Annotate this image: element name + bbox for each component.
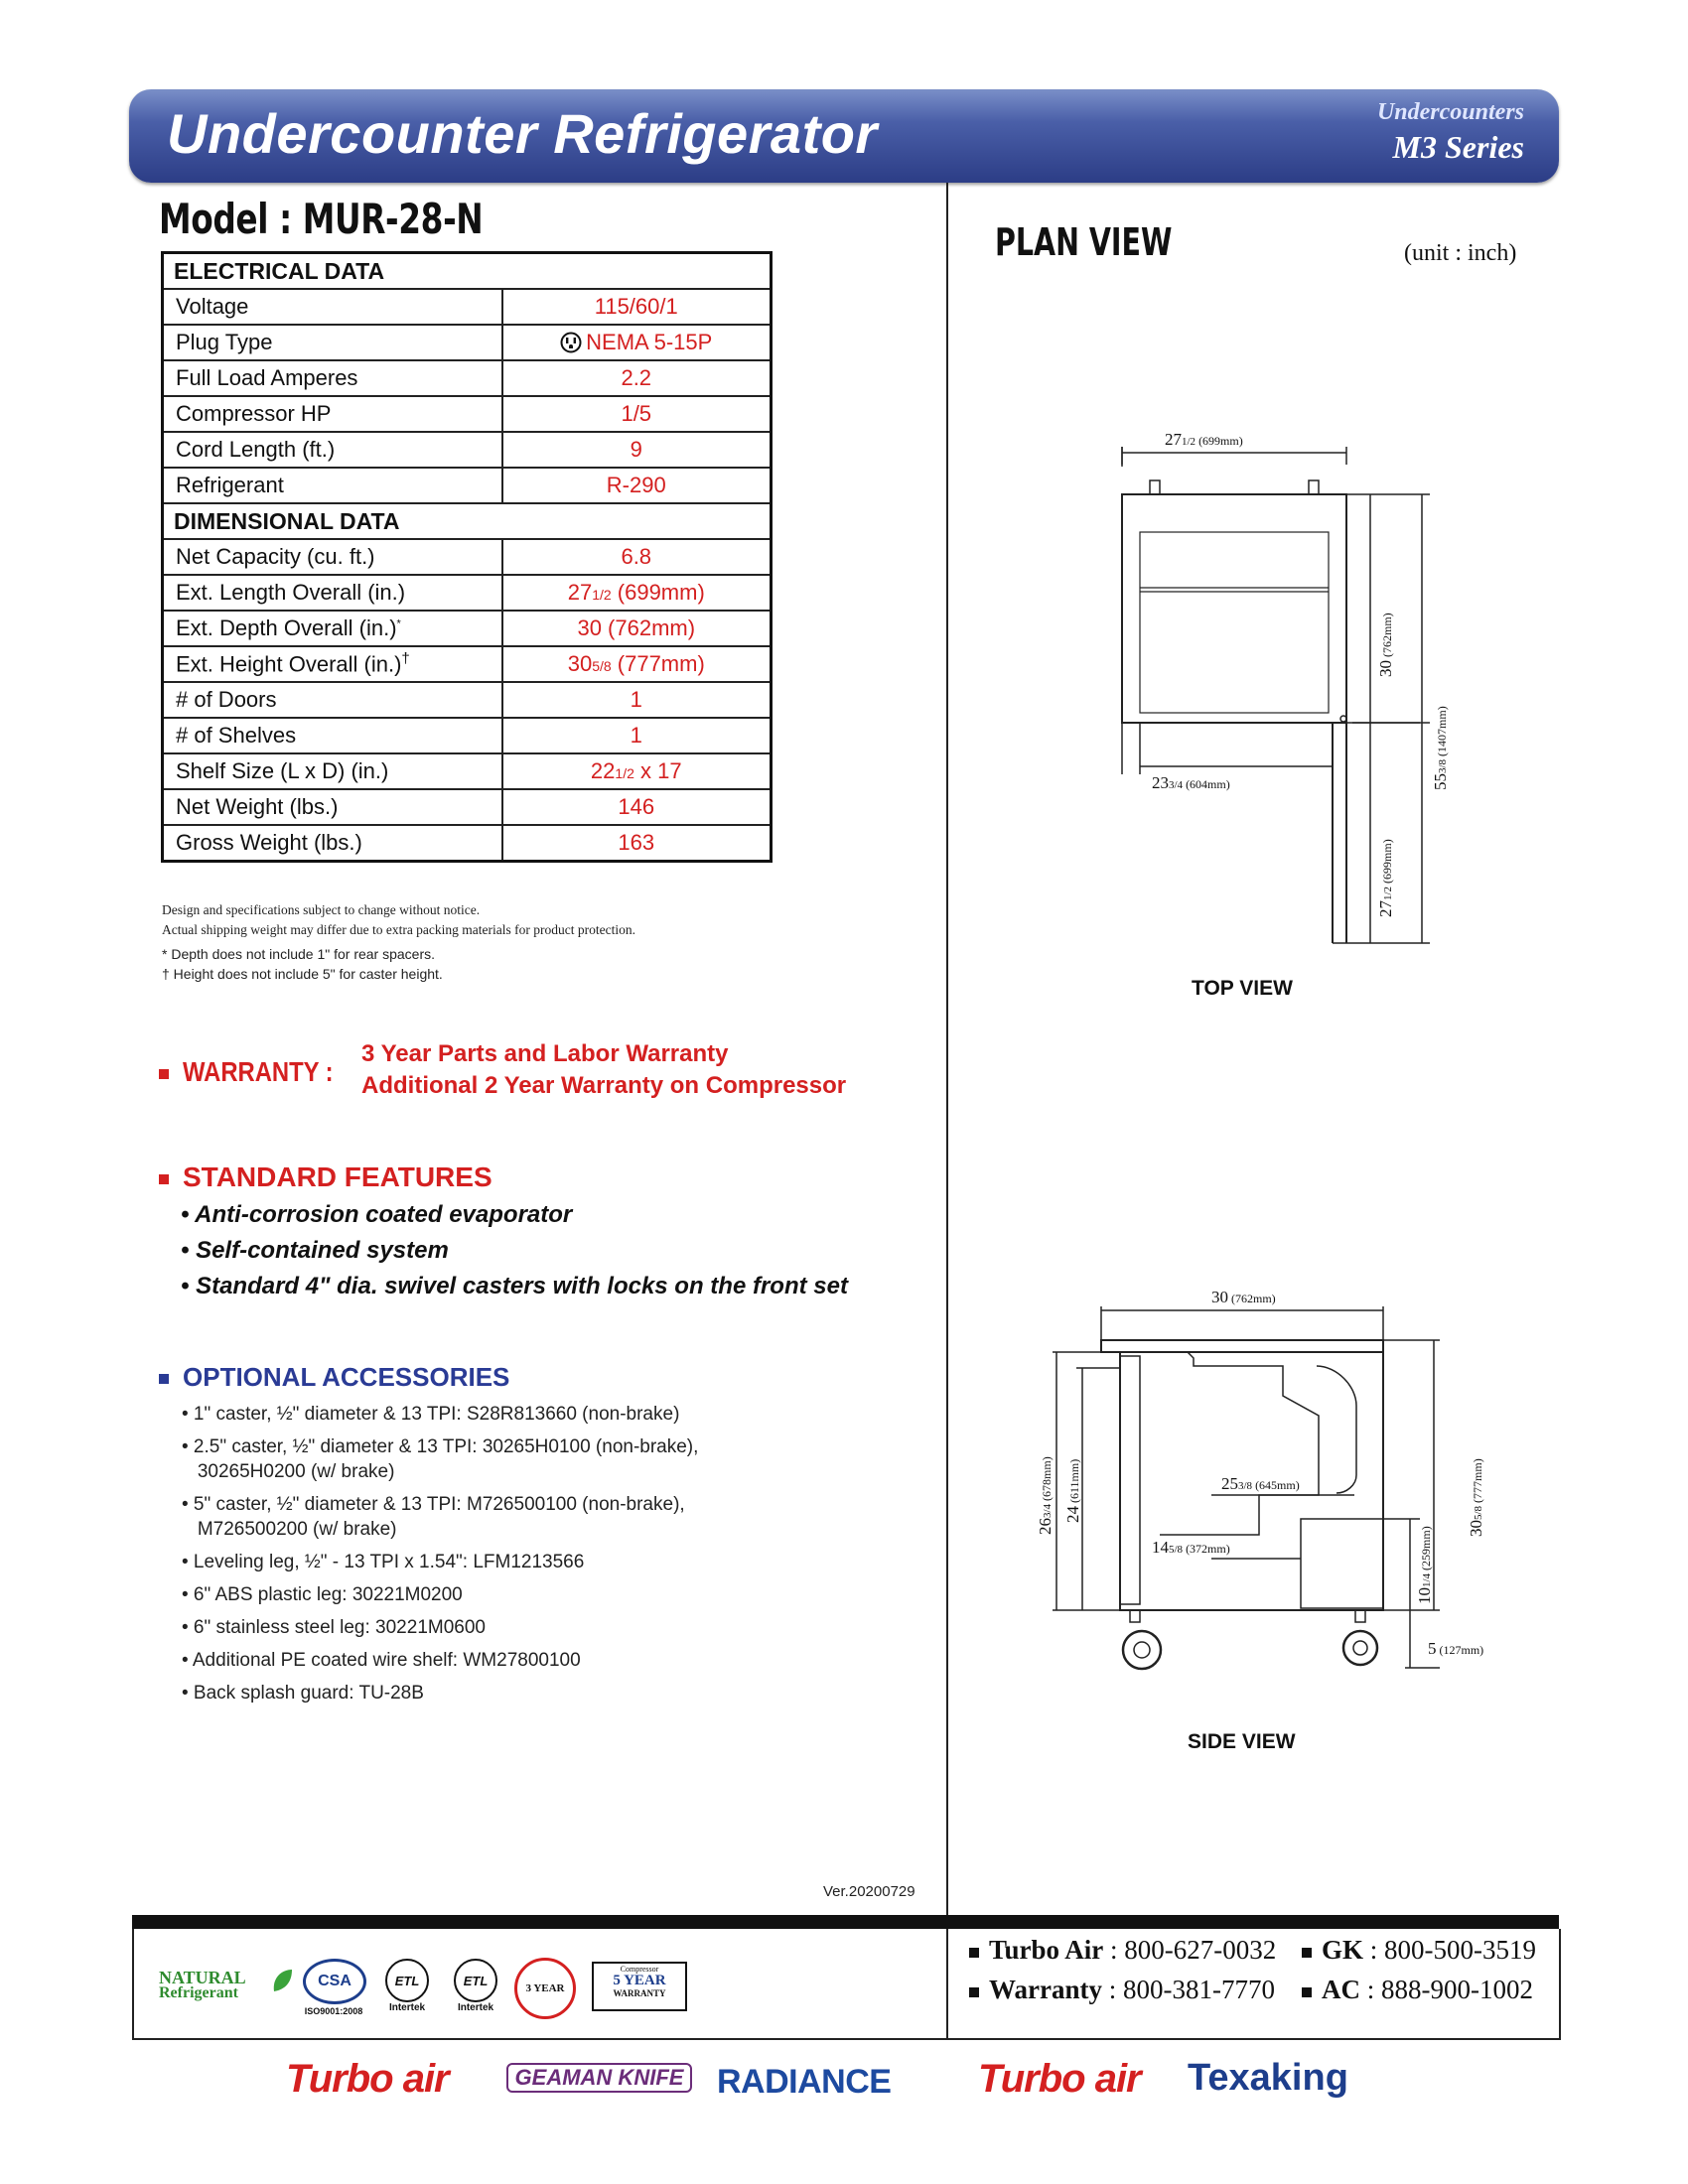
value-frac: 5/8 bbox=[592, 658, 612, 674]
refrigerant-text: Refrigerant bbox=[159, 1984, 238, 2001]
standard-features-heading bbox=[159, 1161, 492, 1193]
version-label: Ver.20200729 bbox=[823, 1883, 915, 1900]
table-row bbox=[163, 718, 772, 753]
brand-texaking-logo: Texaking bbox=[1188, 2057, 1348, 2099]
side-depth-dim: 30 (762mm) bbox=[1211, 1288, 1276, 1306]
table-row bbox=[163, 360, 772, 396]
table-row bbox=[163, 539, 772, 575]
optional-accessories-title: OPTIONAL ACCESSORIES bbox=[183, 1362, 510, 1392]
natural-text: NATURAL bbox=[159, 1968, 246, 1987]
side-interior-dim: 253/8 (645mm) bbox=[1221, 1474, 1300, 1493]
table-row bbox=[163, 753, 772, 789]
spec-label: Plug Type bbox=[163, 325, 502, 360]
blue-square-bullet-icon bbox=[159, 1374, 169, 1384]
spec-label: Compressor HP bbox=[163, 396, 502, 432]
category-label: Undercounters bbox=[1376, 99, 1524, 125]
standard-features-list bbox=[181, 1197, 848, 1304]
list-item: • Leveling leg, ½" - 13 TPI x 1.54": LFM1213566 bbox=[182, 1552, 585, 1572]
model-title: Model : MUR-28-N bbox=[159, 195, 484, 243]
list-item: • 2.5" caster, ½" diameter & 13 TPI: 30265H0100 (non-brake), 30265H0200 (w/ brake) bbox=[182, 1436, 699, 1482]
value-main: 22 bbox=[590, 758, 616, 783]
contact-name: Warranty bbox=[989, 1975, 1102, 2004]
label-mark: * bbox=[396, 617, 401, 630]
table-row bbox=[163, 432, 772, 468]
warranty-label-text: WARRANTY : bbox=[183, 1056, 334, 1087]
label-text: Ext. Height Overall (in.) bbox=[176, 651, 402, 677]
top-view-label: TOP VIEW bbox=[1192, 977, 1293, 1000]
contact-name: Turbo Air bbox=[989, 1935, 1104, 1965]
spec-label: Shelf Size (L x D) (in.) bbox=[163, 753, 502, 789]
spec-notes-serif bbox=[162, 900, 635, 940]
table-row bbox=[163, 789, 772, 825]
value-frac: 1/2 bbox=[615, 765, 634, 781]
page-title: Undercounter Refrigerator bbox=[167, 102, 878, 165]
spec-value: 163 bbox=[502, 825, 772, 862]
spec-value: 1 bbox=[502, 682, 772, 718]
csa-logo bbox=[303, 1959, 364, 2016]
csa-text: CSA bbox=[318, 1973, 352, 1989]
contact-name: GK bbox=[1322, 1935, 1364, 1965]
table-row bbox=[163, 396, 772, 432]
csa-mark bbox=[303, 1959, 366, 2004]
column-divider bbox=[946, 183, 948, 1915]
spec-value: 115/60/1 bbox=[502, 289, 772, 325]
spec-value: 1 bbox=[502, 718, 772, 753]
compressor-text: Compressor bbox=[620, 1965, 659, 1974]
contact-phone: : 888-900-1002 bbox=[1360, 1975, 1533, 2004]
electrical-section-title: ELECTRICAL DATA bbox=[163, 253, 772, 290]
etl-text: ETL bbox=[463, 1973, 489, 1988]
optional-accessories-list bbox=[182, 1402, 698, 1713]
spec-label: Net Capacity (cu. ft.) bbox=[163, 539, 502, 575]
plug-type-value: NEMA 5-15P bbox=[586, 330, 713, 354]
spec-value bbox=[502, 753, 772, 789]
spec-label bbox=[163, 611, 502, 646]
contact-phone: : 800-500-3519 bbox=[1363, 1935, 1536, 1965]
warranty-line: Additional 2 Year Warranty on Compressor bbox=[361, 1072, 847, 1099]
value-rest: x 17 bbox=[633, 758, 682, 783]
list-item: • Additional PE coated wire shelf: WM27800100 bbox=[182, 1650, 581, 1671]
note-line: † Height does not include 5" for caster height. bbox=[162, 966, 443, 982]
warranty-lines bbox=[361, 1038, 846, 1102]
spec-label: # of Shelves bbox=[163, 718, 502, 753]
list-item: • Standard 4" dia. swivel casters with locks on the front set bbox=[181, 1273, 848, 1299]
natural-refrigerant-logo bbox=[159, 1968, 288, 2015]
warranty-line: 3 Year Parts and Labor Warranty bbox=[361, 1040, 729, 1067]
footer-divider bbox=[946, 1929, 948, 2038]
list-item: • 6" stainless steel leg: 30221M0600 bbox=[182, 1617, 486, 1638]
value-rest: (777mm) bbox=[611, 651, 705, 676]
value-rest: (699mm) bbox=[611, 580, 705, 605]
section-row bbox=[163, 253, 772, 290]
top-depth-dim: 30(762mm) bbox=[1376, 613, 1395, 677]
spec-table bbox=[161, 251, 773, 863]
note-line: Actual shipping weight may differ due to extra packing materials for product protection. bbox=[162, 922, 635, 937]
top-view-drawing bbox=[1092, 417, 1489, 973]
intertek-text: Intertek bbox=[457, 2002, 494, 2013]
side-total-dim: 305/8(777mm) bbox=[1467, 1458, 1485, 1537]
spec-label: Refrigerant bbox=[163, 468, 502, 503]
side-step-dim: 145/8 (372mm) bbox=[1152, 1538, 1230, 1557]
label-text: Ext. Depth Overall (in.) bbox=[176, 615, 397, 640]
spec-label: Cord Length (ft.) bbox=[163, 432, 502, 468]
three-year-text: 3 YEAR bbox=[525, 1982, 565, 1994]
unit-label: (unit : inch) bbox=[1404, 240, 1517, 266]
square-bullet-icon bbox=[969, 1987, 979, 1997]
spec-value: 9 bbox=[502, 432, 772, 468]
list-item: • 6" ABS plastic leg: 30221M0200 bbox=[182, 1584, 463, 1605]
contact-phone: : 800-381-7770 bbox=[1102, 1975, 1275, 2004]
table-row bbox=[163, 325, 772, 360]
list-item: • Self-contained system bbox=[181, 1237, 449, 1264]
table-row bbox=[163, 575, 772, 611]
top-width-dim: 271/2 (699mm) bbox=[1165, 430, 1243, 449]
side-view-label: SIDE VIEW bbox=[1188, 1730, 1296, 1753]
top-total-dim: 553/8(1407mm) bbox=[1431, 706, 1450, 790]
square-bullet-icon bbox=[969, 1948, 979, 1958]
side-view-drawing bbox=[1013, 1261, 1529, 1698]
square-bullet-icon bbox=[1302, 1987, 1312, 1997]
etl-mark bbox=[454, 1959, 497, 2002]
five-year-compressor-badge bbox=[592, 1962, 687, 2011]
etl-logo-1 bbox=[382, 1959, 432, 2013]
series-label: M3 Series bbox=[1392, 129, 1524, 165]
contact-warranty bbox=[969, 1975, 1275, 2005]
etl-text: ETL bbox=[394, 1973, 420, 1988]
side-h2-dim: 24(611mm) bbox=[1063, 1458, 1082, 1523]
spec-label: Voltage bbox=[163, 289, 502, 325]
spec-value bbox=[502, 575, 772, 611]
list-item: • 5" caster, ½" diameter & 13 TPI: M726500100 (non-brake), M726500200 (w/ brake) bbox=[182, 1494, 685, 1540]
side-caster-dim: 5 (127mm) bbox=[1428, 1639, 1484, 1658]
spec-label: # of Doors bbox=[163, 682, 502, 718]
header-banner bbox=[129, 89, 1559, 183]
brand-radiance-logo: RADIANCE bbox=[717, 2063, 892, 2101]
contact-ac bbox=[1302, 1975, 1533, 2005]
spec-label: Gross Weight (lbs.) bbox=[163, 825, 502, 862]
contact-gk bbox=[1302, 1935, 1536, 1966]
list-item: • 1" caster, ½" diameter & 13 TPI: S28R813660 (non-brake) bbox=[182, 1404, 680, 1425]
optional-accessories-heading bbox=[159, 1362, 509, 1393]
spec-value bbox=[502, 646, 772, 682]
spec-label bbox=[163, 646, 502, 682]
value-main: 30 bbox=[567, 651, 593, 676]
brand-turbo-air-logo: Turbo air bbox=[286, 2057, 449, 2101]
standard-features-title: STANDARD FEATURES bbox=[183, 1161, 492, 1192]
section-row bbox=[163, 503, 772, 539]
spec-value-plug bbox=[502, 325, 772, 360]
contact-turbo-air bbox=[969, 1935, 1276, 1966]
spec-notes-sans bbox=[162, 944, 443, 984]
note-line: Design and specifications subject to change without notice. bbox=[162, 902, 481, 917]
plan-view-title: PLAN VIEW bbox=[995, 220, 1173, 264]
table-row bbox=[163, 289, 772, 325]
table-row bbox=[163, 825, 772, 862]
dimensional-section-title: DIMENSIONAL DATA bbox=[163, 503, 772, 539]
list-item: • Back splash guard: TU-28B bbox=[182, 1683, 424, 1704]
spec-value: 2.2 bbox=[502, 360, 772, 396]
spec-value: 146 bbox=[502, 789, 772, 825]
spec-value: R-290 bbox=[502, 468, 772, 503]
door-swing-dim: 271/2(699mm) bbox=[1376, 839, 1395, 917]
note-line: * Depth does not include 1" for rear spacers. bbox=[162, 946, 436, 962]
three-year-warranty-seal bbox=[514, 1958, 576, 2019]
side-h1-dim: 263/4(678mm) bbox=[1036, 1456, 1055, 1535]
table-row bbox=[163, 468, 772, 503]
spec-label: Full Load Amperes bbox=[163, 360, 502, 396]
spec-label: Net Weight (lbs.) bbox=[163, 789, 502, 825]
square-bullet-icon bbox=[1302, 1948, 1312, 1958]
plug-icon bbox=[560, 332, 582, 353]
spec-value: 1/5 bbox=[502, 396, 772, 432]
intertek-text: Intertek bbox=[388, 2002, 426, 2013]
side-h3-dim: 101/4(259mm) bbox=[1415, 1526, 1434, 1604]
red-square-bullet-icon bbox=[159, 1174, 169, 1184]
table-row bbox=[163, 646, 772, 682]
five-year-text: 5 YEAR bbox=[613, 1973, 666, 1988]
red-square-bullet-icon bbox=[159, 1069, 169, 1079]
leaf-icon bbox=[270, 1968, 294, 1993]
spec-label: Ext. Length Overall (in.) bbox=[163, 575, 502, 611]
contact-name: AC bbox=[1322, 1975, 1360, 2004]
brand-geaman-knife-logo: GEAMAN KNIFE bbox=[506, 2063, 692, 2093]
warranty-label bbox=[159, 1056, 359, 1088]
footer-bar bbox=[132, 1915, 1559, 1929]
value-frac: 1/2 bbox=[592, 587, 612, 603]
etl-mark bbox=[385, 1959, 429, 2002]
door-width-dim: 233/4 (604mm) bbox=[1152, 773, 1230, 792]
spec-value: 30 (762mm) bbox=[502, 611, 772, 646]
table-row bbox=[163, 682, 772, 718]
list-item: • Anti-corrosion coated evaporator bbox=[181, 1201, 573, 1228]
etl-logo-2 bbox=[447, 1959, 504, 2013]
brand-turbo-air-system-logo: Turbo air bbox=[978, 2057, 1141, 2101]
contact-phone: : 800-627-0032 bbox=[1103, 1935, 1277, 1965]
table-row bbox=[163, 611, 772, 646]
label-mark: † bbox=[401, 650, 410, 668]
warranty-word: WARRANTY bbox=[613, 1988, 666, 1998]
value-main: 27 bbox=[567, 580, 593, 605]
spec-value: 6.8 bbox=[502, 539, 772, 575]
iso-text: ISO9001:2008 bbox=[304, 2006, 363, 2016]
